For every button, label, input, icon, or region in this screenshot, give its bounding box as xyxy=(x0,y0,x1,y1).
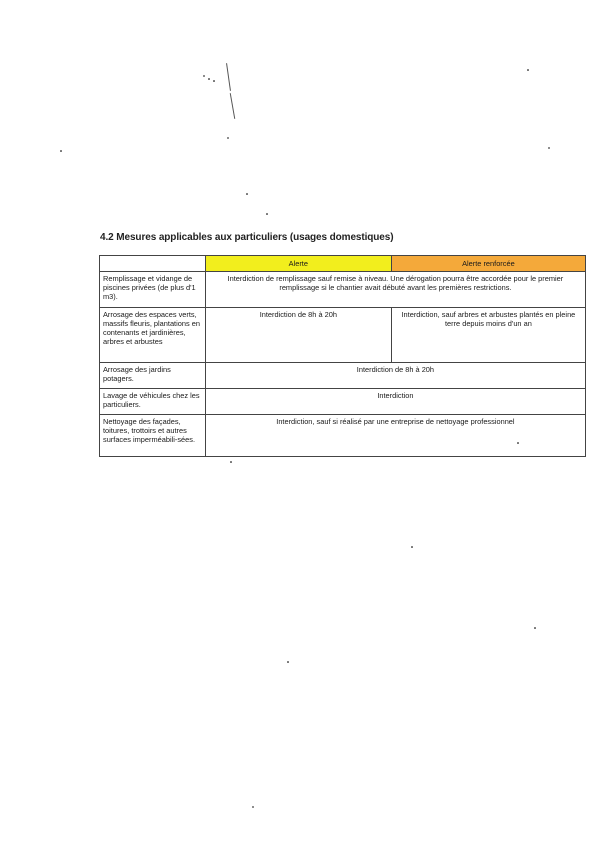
table-row xyxy=(100,308,586,363)
header-empty-cell xyxy=(100,256,206,272)
scan-speck xyxy=(246,193,248,195)
table-row xyxy=(100,389,586,415)
measure-cell-alerte-renforcee: Interdiction, sauf arbres et arbustes plantés en pleine terre depuis moins d'un an xyxy=(391,308,585,363)
scan-speck xyxy=(230,461,232,463)
scan-speck xyxy=(287,661,289,663)
row-label: Arrosage des espaces verts, massifs fleuris, plantations en contenants et jardinières, arbres et arbustes xyxy=(100,308,206,363)
scan-stroke xyxy=(226,63,231,91)
row-label: Arrosage des jardins potagers. xyxy=(100,363,206,389)
section-title: 4.2 Mesures applicables aux particuliers (usages domestiques) xyxy=(100,232,394,243)
scan-speck xyxy=(203,75,205,77)
scan-speck xyxy=(548,147,550,149)
measure-cell-merged: Interdiction xyxy=(205,389,585,415)
table-header-row xyxy=(100,256,586,272)
scan-speck xyxy=(227,137,229,139)
measure-cell-merged: Interdiction, sauf si réalisé par une entreprise de nettoyage professionnel xyxy=(205,415,585,457)
table-row xyxy=(100,272,586,308)
header-alerte: Alerte xyxy=(205,256,391,272)
measure-cell-merged: Interdiction de remplissage sauf remise à niveau. Une dérogation pourra être accordée pour le premier remplissage si le chantier avait débuté avant les premières restrictions. xyxy=(205,272,585,308)
header-alerte-renforcee: Alerte renforcée xyxy=(391,256,585,272)
scan-speck xyxy=(266,213,268,215)
scan-speck xyxy=(411,546,413,548)
scan-speck xyxy=(527,69,529,71)
scan-speck xyxy=(208,78,210,80)
scan-speck xyxy=(60,150,62,152)
restrictions-table xyxy=(99,255,586,457)
measure-cell-merged: Interdiction de 8h à 20h xyxy=(205,363,585,389)
table-row xyxy=(100,363,586,389)
scan-speck xyxy=(252,806,254,808)
table-row xyxy=(100,415,586,457)
row-label: Lavage de véhicules chez les particuliers. xyxy=(100,389,206,415)
scan-speck xyxy=(534,627,536,629)
row-label: Nettoyage des façades, toitures, trottoirs et autres surfaces imperméabili-sées. xyxy=(100,415,206,457)
measure-cell-alerte: Interdiction de 8h à 20h xyxy=(205,308,391,363)
scan-speck xyxy=(213,80,215,82)
scan-stroke xyxy=(230,93,235,119)
row-label: Remplissage et vidange de piscines privées (de plus d'1 m3). xyxy=(100,272,206,308)
